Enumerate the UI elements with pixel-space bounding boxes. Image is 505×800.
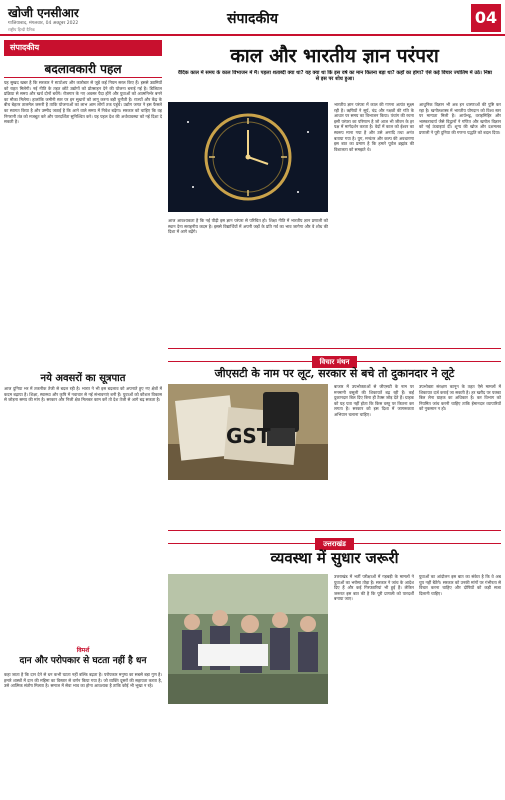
feature-headline: काल और भारतीय ज्ञान परंपरा (230, 45, 439, 67)
vimarsh-tag-text: विमर्श (76, 647, 90, 654)
feature-highlight: वैदिक काल में समय के काल विभाजन में मैं। पहला शताब्दी क्या था? यह क्या था कि इस वर्ष का मान कितना बड़ा था? कहाँ का होगा? ऐसे कई विचार ज्योतिष में उठे। निष्ठा से इस पर शोध हुआ। (178, 70, 492, 83)
uttarakhand-body-b: युवाओं का आंदोलन इस बात का संकेत है कि वे अब चुप नहीं बैठेंगे। सरकार को उनकी मांगों पर गंभीरता से विचार करना चाहिए और दोषियों को कड़ी सजा दिलानी चाहिए। (419, 574, 501, 596)
masthead-logo: खोजी एनसीआर (8, 6, 79, 20)
vichar-band-label: विचार मंथन (312, 356, 358, 368)
editorial-body: यह सुखद खबर है कि सरकार ने स्टार्टअप और कारोबार से जुड़े कई नियम सरल किए हैं। इससे उद्यमियों को राहत मिलेगी। नई नीति के तहत छोटे उद्योगों को प्रोत्साहन देने की योजना बनाई गई है। डिजिटल प्रक्रिया से समय और खर्च दोनों बचेंगे। रोजगार के नए अवसर पैदा होंगे और युवाओं को आत्मनिर्भर बनने का मौका मिलेगा। हालांकि जमीनी स्तर पर इन सुधारों को लागू करना बड़ी चुनौती है। राज्यों और केंद्र के बीच बेहतर तालमेल जरूरी है ताकि योजनाओं का लाभ आम लोगों तक पहुंचे। उद्योग जगत ने इस फैसले का स्वागत किया है और उम्मीद जताई है कि आने वाले समय में निवेश बढ़ेगा। सरकार को चाहिए कि वह निगरानी तंत्र को मजबूत करे और पारदर्शिता सुनिश्चित करे। यह पहल देश की अर्थव्यवस्था को नई दिशा दे सकती है। (4, 80, 162, 125)
gst-label: GST (226, 424, 271, 448)
protest-photo (168, 574, 328, 704)
vichar-section (168, 348, 501, 528)
vichar-body-b: उपभोक्ता संरक्षण कानून के तहत ऐसे मामलों में शिकायत दर्ज कराई जा सकती है। हर खरीद पर पक्का बिल लेना ग्राहक का अधिकार है। कर विभाग को नियमित जांच करनी चाहिए ताकि ईमानदार व्यापारियों को नुकसान न हो। (419, 384, 501, 412)
feature-body-c: आज आवश्यकता है कि नई पीढ़ी इस ज्ञान परंपरा से परिचित हो। शिक्षा नीति में भारतीय ज्ञान प्रणाली को स्थान देना सराहनीय कदम है। इससे विद्यार्थियों में अपनी जड़ों के प्रति गर्व का भाव जागेगा और वे शोध की दिशा में आगे बढ़ेंगे। (168, 218, 328, 235)
clock-illustration (168, 102, 328, 212)
vichar-body-a: बाजार में उपभोक्ताओं से जीएसटी के नाम पर मनमानी वसूली की शिकायतें बढ़ रही हैं। कई दुकानदार बिल दिए बिना ही टैक्स जोड़ देते हैं। ग्राहक को यह पता नहीं होता कि किस वस्तु पर कितना कर लगता है। सरकार को इस दिशा में जागरूकता अभियान चलाना चाहिए। (334, 384, 414, 417)
feature-body-b: आधुनिक विज्ञान भी अब इन धारणाओं की पुष्टि कर रहा है। खगोलशास्त्र में भारतीय योगदान को विश्व स्तर पर मान्यता मिली है। आर्यभट्ट, वराहमिहिर और भास्कराचार्य जैसे विद्वानों ने गणित और खगोल विज्ञान को नई ऊंचाइयां दीं। शून्य की खोज और दशमलव प्रणाली ने पूरी दुनिया की गणना पद्धति को बदल दिया। (419, 102, 501, 135)
editorial-headline: बदलावकारी पहल (44, 62, 122, 76)
vichar-headline: जीएसटी के नाम पर लूट, सरकार से बचे तो दुकानदार ने लूटे (214, 367, 455, 380)
vimarsh-tag (4, 646, 162, 654)
divider (4, 77, 162, 78)
feature-body-a: भारतीय ज्ञान परंपरा में काल की गणना अत्यंत सूक्ष्म रही है। ऋषियों ने सूर्य, चंद्र और नक्षत्रों की गति के आधार पर समय का विभाजन किया। पंचांग की रचना इसी परंपरा का परिणाम है जो आज भी जीवन के हर पक्ष में मार्गदर्शन करता है। वेदों में काल को ईश्वर का स्वरूप माना गया है और उसे अनादि तथा अनंत बताया गया है। युग, मन्वंतर और कल्प की अवधारणा इस बात का प्रमाण है कि हमारे पूर्वज ब्रह्मांड की विशालता को समझते थे। (334, 102, 414, 152)
masthead-sub: राष्ट्रीय हिन्दी दैनिक (8, 27, 35, 32)
feature-article (168, 40, 501, 346)
gst-stamp-photo (168, 384, 328, 480)
masthead (0, 0, 505, 36)
uttarakhand-headline: व्यवस्था में सुधार जरूरी (270, 549, 399, 567)
vichar-band (168, 348, 501, 366)
uttarakhand-section (168, 530, 501, 796)
vimarsh-headline: दान और परोपकार से घटता नहीं है धन (19, 656, 147, 666)
uttarakhand-band (168, 530, 501, 548)
sub-body: आज दुनिया भर में तकनीक तेजी से बदल रही है। भारत ने भी इस बदलाव को अपनाते हुए नए क्षेत्रों में कदम बढ़ाया है। शिक्षा, स्वास्थ्य और कृषि में नवाचार से नई संभावनाएं बनी हैं। युवाओं को कौशल विकास से जोड़ना समय की मांग है। सरकार और निजी क्षेत्र मिलकर काम करें तो देश तेजी से आगे बढ़ सकता है। (4, 386, 162, 403)
uttarakhand-band-label: उत्तराखंड (315, 538, 354, 550)
page-number: 04 (471, 4, 501, 32)
editorial-tag: संपादकीय (4, 40, 162, 56)
vimarsh-body: कहा जाता है कि दान देने से धन कभी घटता नहीं बल्कि बढ़ता है। परोपकार मनुष्य का सबसे बड़ा गुण है। हमारे शास्त्रों में दान की महिमा का विस्तार से वर्णन किया गया है। जो व्यक्ति दूसरों की सहायता करता है, उसे आत्मिक संतोष मिलता है। समाज में सेवा भाव का होना आवश्यक है ताकि कोई भी भूखा न रहे। (4, 672, 162, 689)
left-column (4, 40, 162, 796)
uttarakhand-body-a: उत्तराखंड में भर्ती परीक्षाओं में गड़बड़ी के मामलों ने युवाओं का भरोसा तोड़ा है। सरकार ने जांच के आदेश दिए हैं और कई गिरफ्तारियां भी हुई हैं। लेकिन जरूरत इस बात की है कि पूरी प्रणाली को पारदर्शी बनाया जाए। (334, 574, 414, 602)
masthead-dateline: गाजियाबाद, मंगलवार, 04 अक्टूबर 2022 (8, 21, 79, 26)
sub-headline: नये अवसरों का सूत्रपात (40, 373, 126, 384)
section-title: संपादकीय (227, 11, 278, 27)
